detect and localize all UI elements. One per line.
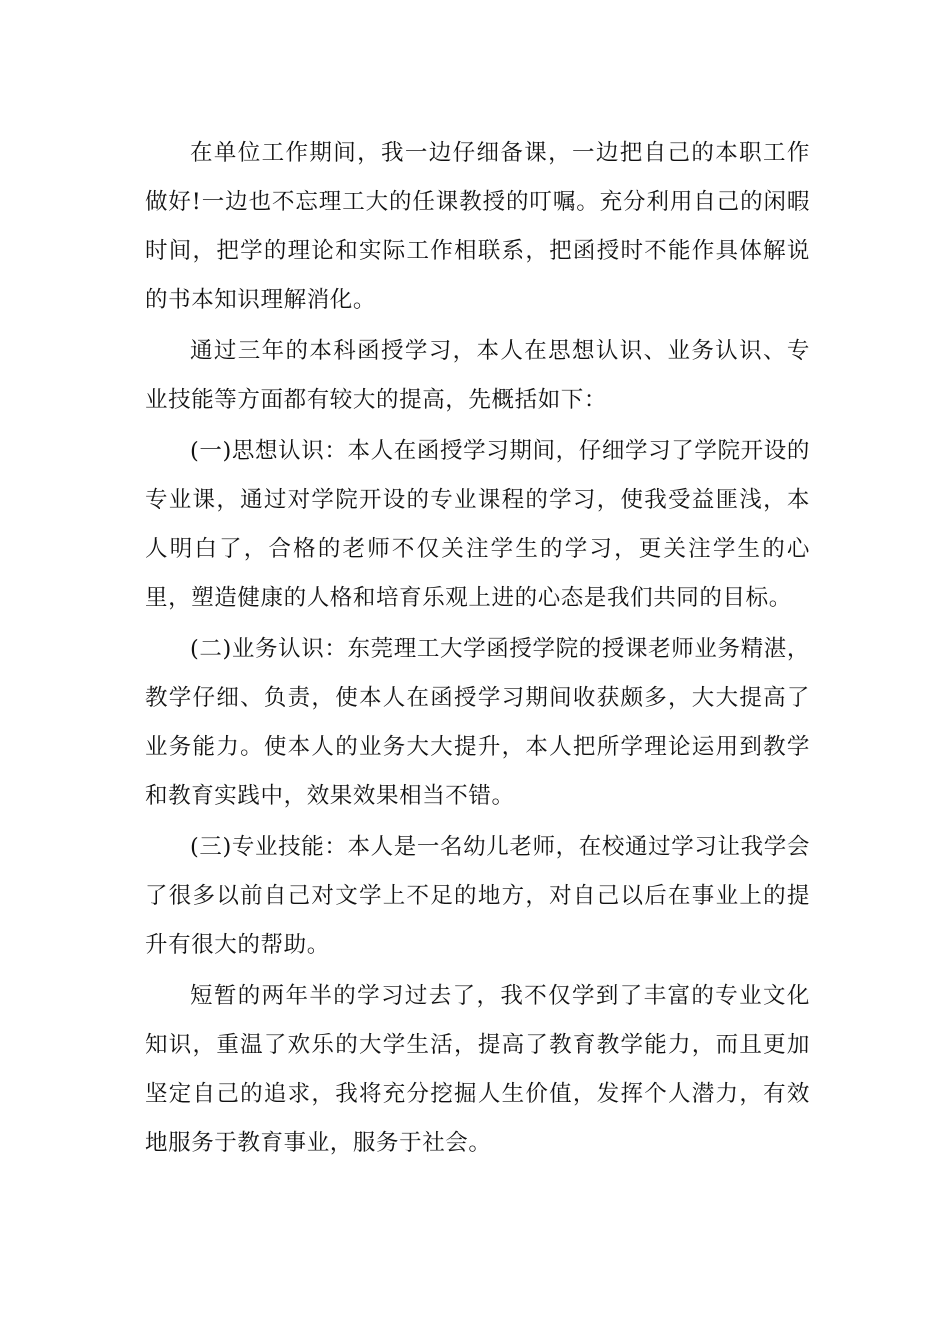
paragraph-professional-understanding: (二)业务认识：东莞理工大学函授学院的授课老师业务精湛，教学仔细、负责，使本人在函授学习期间收获颇多，大大提高了业务能力。使本人的业务大大提升，本人把所学理论运用到教学和教育实践中，效果效果相当不错。 [145,636,810,809]
document-body [145,129,810,1170]
paragraph-summary-intro: 通过三年的本科函授学习，本人在思想认识、业务认识、专业技能等方面都有较大的提高，先概括如下： [145,338,810,413]
paragraph-ideological-understanding: (一)思想认识：本人在函授学习期间，仔细学习了学院开设的专业课，通过对学院开设的专业课程的学习，使我受益匪浅，本人明白了，合格的老师不仅关注学生的学习，更关注学生的心里，塑造健康的人格和培育乐观上进的心态是我们共同的目标。 [145,438,810,611]
paragraph-professional-skills: (三)专业技能：本人是一名幼儿老师，在校通过学习让我学会了很多以前自己对文学上不足的地方，对自己以后在事业上的提升有很大的帮助。 [145,834,810,958]
paragraph-work-period: 在单位工作期间，我一边仔细备课，一边把自己的本职工作做好!一边也不忘理工大的任课教授的叮嘱。充分利用自己的闲暇时间，把学的理论和实际工作相联系，把函授时不能作具体解说的书本知识理解消化。 [145,140,810,313]
paragraph-conclusion: 短暂的两年半的学习过去了，我不仅学到了丰富的专业文化知识，重温了欢乐的大学生活，提高了教育教学能力，而且更加坚定自己的追求，我将充分挖掘人生价值，发挥个人潜力，有效地服务于教育事业，服务于社会。 [145,983,810,1156]
